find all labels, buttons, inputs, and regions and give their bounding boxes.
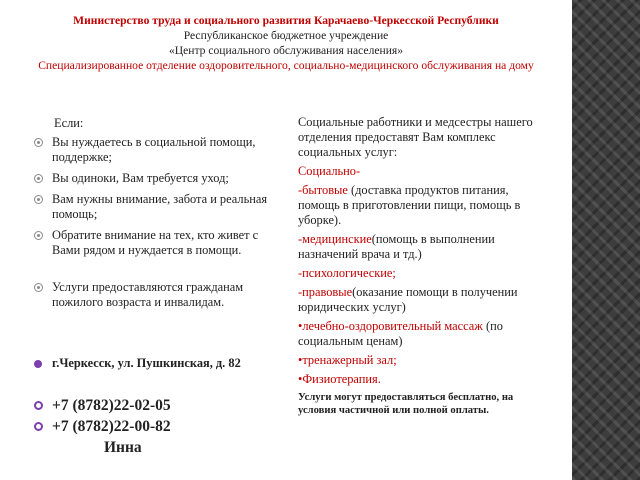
bullet-circle-icon [34,174,43,183]
list-item: Обратите внимание на тех, кто живет с Вами рядом и нуждается в помощи. [34,228,284,258]
bullet-circle-icon [34,283,43,292]
bullet-dot-icon [34,360,42,368]
service-item: -психологические; [298,266,396,280]
phone-2: +7 (8782)22-00-82 [34,416,284,437]
service-item: •тренажерный зал; [298,353,397,367]
decorative-sidebar [572,0,640,480]
service-item: -бытовые (доставка продуктов питания, помощь в приготовлении пищи, помощь в уборке). [298,183,521,227]
service-item: -медицинские(помощь в выполнении назначений врача и тд.) [298,232,495,261]
address: г.Черкесск, ул. Пушкинская, д. 82 [34,356,284,371]
ministry-title: Министерство труда и социального развития Карачаево-Черкесской Республики [73,14,499,27]
bullet-circle-icon [34,195,43,204]
services-note: Услуги предоставляются гражданам пожилого возраста и инвалидам. [34,280,284,310]
institution-type: Республиканское бюджетное учреждение [183,29,389,42]
service-item: -правовые(оказание помощи в получении юридических услуг) [298,285,518,314]
services-intro: Социальные работники и медсестры нашего отделения предоставят Вам комплекс социальных услуг: [298,115,533,159]
contact-name: Инна [104,439,142,456]
list-item: Вы одиноки, Вам требуется уход; [34,171,284,186]
service-item: •Физиотерапия. [298,372,381,386]
right-column [298,115,536,421]
department-name: Специализированное отделение оздоровительного, социально-медицинского обслуживания на дому [38,59,534,72]
intro-text: Если: [54,116,84,130]
phone-1: +7 (8782)22-02-05 [34,395,284,416]
bullet-ring-icon [34,401,43,410]
left-column [34,116,284,458]
service-item: •лечебно-оздоровительный массаж (по социальным ценам) [298,319,503,348]
list-item: Вам нужны внимание, забота и реальная помощь; [34,192,284,222]
bullet-circle-icon [34,231,43,240]
bullet-ring-icon [34,422,43,431]
header [10,13,562,73]
services-heading: Социально- [298,164,361,178]
list-item: Вы нуждаетесь в социальной помощи, поддержке; [34,135,284,165]
bullet-circle-icon [34,138,43,147]
payment-note: Услуги могут предоставляться бесплатно, на условия частичной или полной оплаты. [298,392,514,416]
center-name: «Центр социального обслуживания населения» [168,44,404,57]
